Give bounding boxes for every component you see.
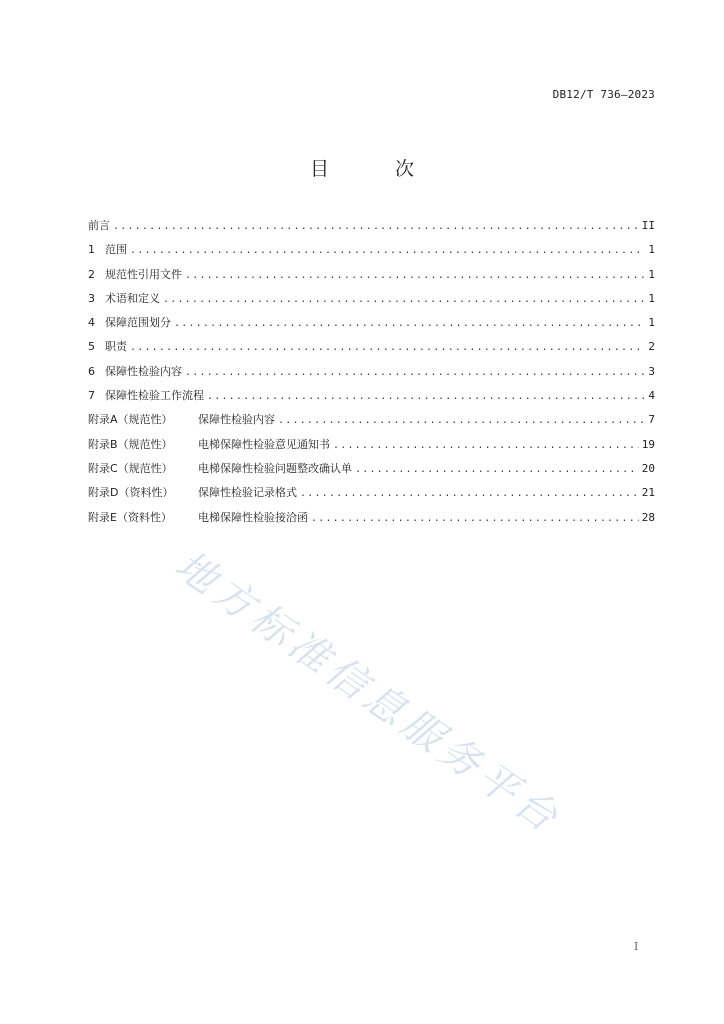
toc-entry-chapter[interactable] xyxy=(88,389,655,413)
toc-entry-appendix[interactable] xyxy=(88,413,655,437)
toc-entry-label: 附录C（规范性） 电梯保障性检验问题整改确认单 xyxy=(88,461,352,475)
toc-entry-label: 6 保障性检验内容 xyxy=(88,364,182,378)
toc-entry-number: 4 xyxy=(88,316,95,330)
toc-entry-appendix[interactable] xyxy=(88,438,655,462)
table-of-contents xyxy=(88,219,655,535)
toc-entry-label: 附录A（规范性） 保障性检验内容 xyxy=(88,413,275,427)
toc-entry-preface[interactable] xyxy=(88,219,655,243)
toc-entry-chapter[interactable] xyxy=(88,316,655,340)
toc-page-number: 4 xyxy=(648,389,655,403)
toc-appendix-tag: 附录C（规范性） xyxy=(88,461,173,475)
toc-entry-chapter[interactable] xyxy=(88,268,655,292)
toc-page-number: 1 xyxy=(648,316,655,330)
toc-entry-label: 4 保障范围划分 xyxy=(88,316,171,330)
toc-entry-appendix[interactable] xyxy=(88,462,655,486)
toc-entry-label: 前言 xyxy=(88,219,110,232)
toc-leader-dots xyxy=(300,487,639,501)
toc-entry-label: 1 范围 xyxy=(88,243,127,257)
toc-page-number: 2 xyxy=(648,340,655,354)
toc-appendix-tag: 附录E（资料性） xyxy=(88,510,172,524)
toc-entry-appendix[interactable] xyxy=(88,511,655,535)
toc-entry-number: 5 xyxy=(88,340,95,354)
toc-page-number: 3 xyxy=(648,364,655,378)
toc-entry-number: 6 xyxy=(88,364,95,378)
toc-leader-dots xyxy=(278,414,645,428)
page-title: 目 次 xyxy=(309,158,445,180)
watermark: 地方标准信息服务平台 xyxy=(166,542,570,844)
toc-leader-dots xyxy=(130,244,645,258)
toc-leader-dots xyxy=(333,439,639,453)
toc-page-number: 1 xyxy=(648,267,655,281)
toc-leader-dots xyxy=(355,463,639,477)
toc-page-number: 1 xyxy=(648,291,655,305)
toc-entry-chapter[interactable] xyxy=(88,292,655,316)
toc-entry-number: 1 xyxy=(88,243,95,257)
toc-entry-label: 附录D（资料性） 保障性检验记录格式 xyxy=(88,486,297,500)
toc-entry-chapter[interactable] xyxy=(88,340,655,364)
toc-entry-label: 2 规范性引用文件 xyxy=(88,267,182,281)
toc-entry-chapter[interactable] xyxy=(88,365,655,389)
toc-leader-dots xyxy=(311,512,639,526)
toc-entry-appendix[interactable] xyxy=(88,486,655,510)
page-number: I xyxy=(634,940,639,953)
toc-appendix-tag: 附录D（资料性） xyxy=(88,486,174,500)
toc-page-number: 20 xyxy=(641,461,655,475)
toc-appendix-tag: 附录A（规范性） xyxy=(88,413,173,427)
toc-page-number: 1 xyxy=(648,243,655,257)
toc-leader-dots xyxy=(185,269,645,283)
toc-entry-number: 3 xyxy=(88,291,95,305)
toc-page-number: 21 xyxy=(641,486,655,500)
toc-entry-label: 5 职责 xyxy=(88,340,127,354)
toc-page-number: 19 xyxy=(641,437,655,451)
toc-page-number: 28 xyxy=(641,510,655,524)
toc-entry-label: 附录B（规范性） 电梯保障性检验意见通知书 xyxy=(88,437,330,451)
toc-leader-dots xyxy=(185,366,645,380)
toc-leader-dots xyxy=(207,390,645,404)
toc-entry-label: 附录E（资料性） 电梯保障性检验接洽函 xyxy=(88,510,308,524)
toc-entry-number: 2 xyxy=(88,267,95,281)
toc-page-number: II xyxy=(641,219,655,232)
toc-entry-label: 7 保障性检验工作流程 xyxy=(88,389,204,403)
toc-leader-dots xyxy=(113,220,639,234)
toc-entry-number: 7 xyxy=(88,389,95,403)
doc-code: DB12/T 736—2023 xyxy=(552,88,655,101)
toc-entry-label: 3 术语和定义 xyxy=(88,291,160,305)
toc-appendix-tag: 附录B（规范性） xyxy=(88,437,173,451)
toc-leader-dots xyxy=(130,341,645,355)
toc-leader-dots xyxy=(174,317,645,331)
toc-entry-chapter[interactable] xyxy=(88,243,655,267)
toc-page-number: 7 xyxy=(648,413,655,427)
toc-leader-dots xyxy=(163,293,645,307)
